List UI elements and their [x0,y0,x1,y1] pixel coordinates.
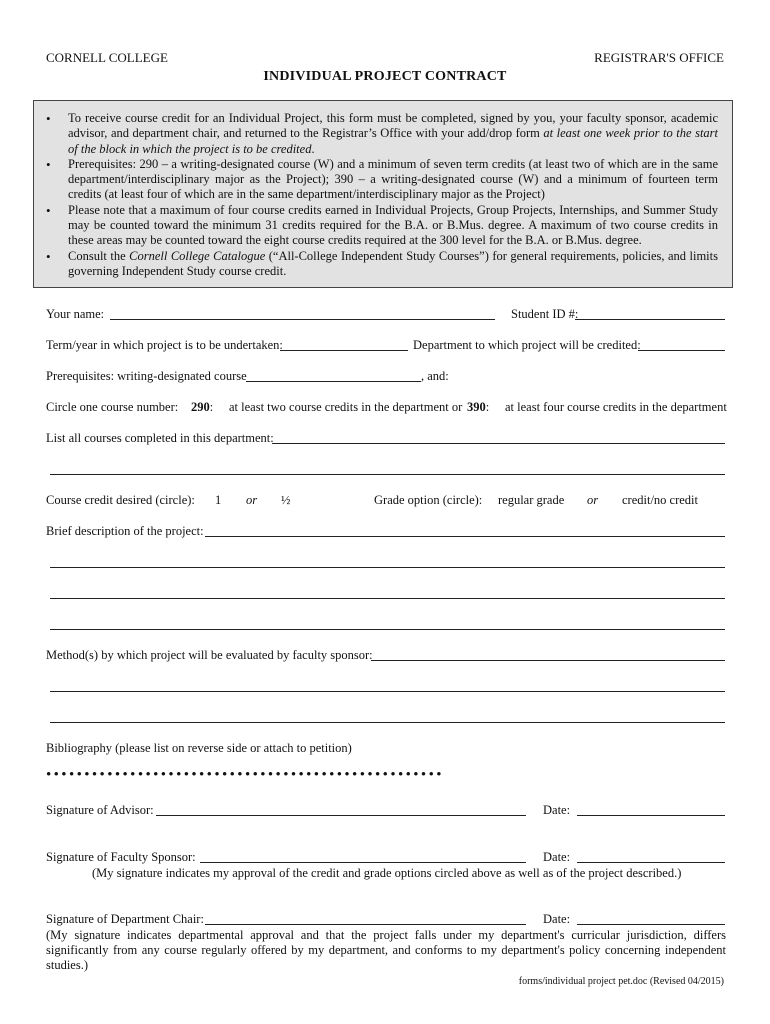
advisor-date-label: Date: [543,803,571,817]
chair-date-field[interactable] [577,924,725,925]
term-year-field[interactable] [280,350,408,351]
instruction-text-end: (“All-College Independent Study Courses”) for general requirements, policies, and limits governing Independent Study course credit. [68,248,718,278]
prerequisites-label: Prerequisites: writing-designated course [46,369,247,383]
instruction-text: Please note that a maximum of four course credits earned in Individual Projects, Group Projects, Internships, and Summer Study may be counted toward the minimum 31 credits required for the B.A. or B.Mus. degree. A maximum of two course credits in these areas may be counted toward the eight course credits required at the 300 level for the B.A. or B.Mus. degree. [68,202,718,248]
your-name-label: Your name: [46,307,105,321]
student-id-field[interactable] [575,319,725,320]
your-name-field[interactable] [110,319,495,320]
catalogue-title: Cornell College Catalogue [129,248,266,263]
chair-signature-field[interactable] [205,924,526,925]
description-field-line3[interactable] [50,598,725,599]
instruction-item [46,111,719,157]
description-field-line2[interactable] [50,567,725,568]
description-field[interactable] [205,536,725,537]
advisor-signature-field[interactable] [156,815,526,816]
description-label: Brief description of the project: [46,524,204,538]
course-290-description: at least two course credits in the department or [229,400,463,414]
grade-or: or [587,493,599,507]
course-290-colon: : [209,400,214,414]
description-field-line4[interactable] [50,629,725,630]
department-field[interactable] [638,350,725,351]
sponsor-note: (My signature indicates my approval of the credit and grade options circled above as well as of the project described.) [92,866,682,880]
methods-label: Method(s) by which project will be evaluated by faculty sponsor: [46,648,373,662]
grade-option-credit-no-credit[interactable]: credit/no credit [622,493,699,507]
department-label: Department to which project will be credited: [413,338,641,352]
credit-option-one[interactable]: 1 [215,493,222,507]
instructions-box [33,100,733,288]
methods-field[interactable] [371,660,725,661]
instruction-text-end: . [311,141,315,156]
instruction-item [46,156,718,203]
instruction-text: Prerequisites: 290 – a writing-designated course (W) and a minimum of seven term credits (at least two of which are in the same department/interdisciplinary major as the Project); 390 – a writing-designated course (W) and a minimum of fourteen term credits (at least four of which are in the same department/interdisciplinary major as the Project) [68,156,718,202]
advisor-date-field[interactable] [577,815,725,816]
grade-option-label: Grade option (circle): [374,493,483,507]
writing-course-field[interactable] [246,381,421,382]
chair-note: (My signature indicates departmental approval and that the project falls under my department's curricular jurisdiction, differs significantly from any course regularly offered by my department, and conforms to my department's policy concerning independent studies.) [46,928,726,972]
bullet-icon: • [46,156,51,172]
page-title: INDIVIDUAL PROJECT CONTRACT [263,69,507,84]
dotted-separator: •••••••••••••••••••••••••••••••••••••••••••••••••••• [46,767,444,783]
document-reference: forms/individual project pet.doc (Revised 04/2015) [518,976,724,987]
course-290-option[interactable] [191,400,213,415]
advisor-signature-label: Signature of Advisor: [46,803,154,817]
course-390-description: at least four course credits in the department [505,400,727,414]
student-id-label: Student ID #: [511,307,579,321]
bibliography-label: Bibliography (please list on reverse side or attach to petition) [46,741,352,755]
sponsor-signature-field[interactable] [200,862,526,863]
methods-field-line3[interactable] [50,722,725,723]
chair-signature-label: Signature of Department Chair: [46,912,204,926]
bullet-icon: • [46,248,51,264]
course-number-label: Circle one course number: [46,400,179,414]
course-390-colon: : [485,400,490,414]
course-290-number: 290 [191,400,210,414]
bullet-icon: • [46,202,51,218]
credit-or: or [246,493,258,507]
courses-completed-field-line2[interactable] [50,474,725,475]
institution-name: CORNELL COLLEGE [46,50,168,65]
sponsor-date-label: Date: [543,850,571,864]
instruction-item [46,202,718,249]
instruction-item [46,248,718,280]
office-name: REGISTRAR'S OFFICE [594,50,724,65]
courses-completed-label: List all courses completed in this department: [46,431,274,445]
sponsor-date-field[interactable] [577,862,725,863]
credit-option-half[interactable]: ½ [281,493,291,507]
prerequisites-and: , and: [421,369,449,383]
grade-option-regular[interactable]: regular grade [498,493,565,507]
bullet-icon: • [46,111,51,126]
sponsor-signature-label: Signature of Faculty Sponsor: [46,850,196,864]
course-390-number: 390 [467,400,486,414]
methods-field-line2[interactable] [50,691,725,692]
course-390-option[interactable] [467,400,489,415]
instructions-list [34,101,732,279]
instruction-text: Consult the [68,248,130,263]
chair-date-label: Date: [543,912,571,926]
instruction-deadline: at least one week prior to the start of the block in which the project is to be credited [68,126,719,156]
credit-desired-label: Course credit desired (circle): [46,493,195,507]
courses-completed-field[interactable] [272,443,725,444]
term-year-label: Term/year in which project is to be undertaken: [46,338,283,352]
instruction-text: To receive course credit for an Individual Project, this form must be completed, signed by you, your faculty sponsor, academic advisor, and department chair, and returned to the Registrar’s Office with your add/drop form [68,111,718,141]
